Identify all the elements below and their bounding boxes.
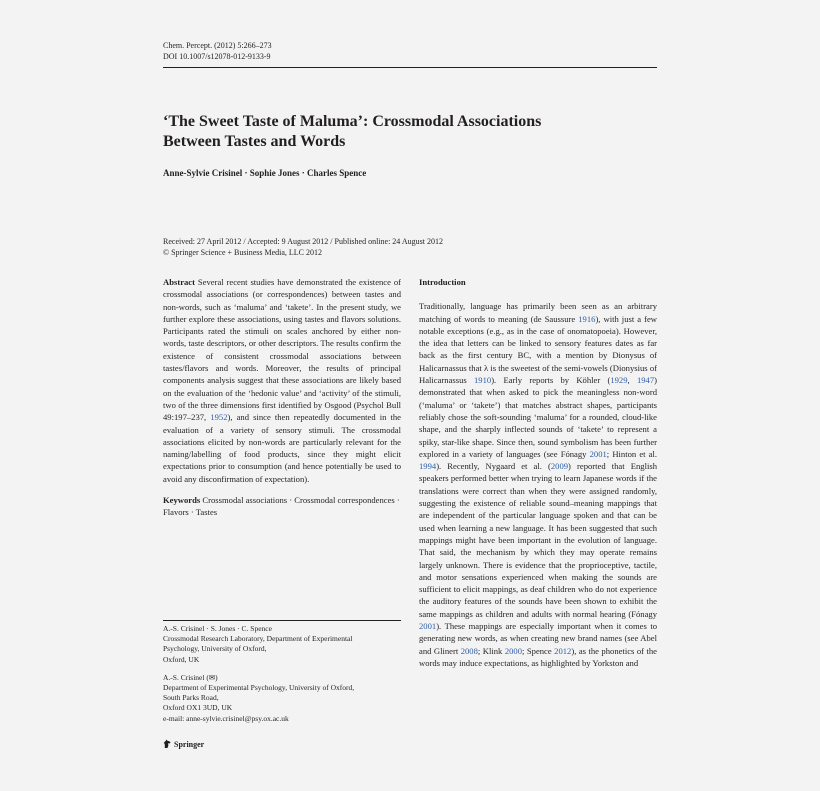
citation-link[interactable]: 1910 <box>474 375 492 386</box>
introduction-paragraph <box>419 300 657 669</box>
doi-line: DOI 10.1007/s12078-012-9133-9 <box>163 52 271 61</box>
intro-text: ). These mappings are especially important when it comes to generating new words, as when creating new brand names (see Abel and Glinert <box>419 621 657 656</box>
left-column <box>163 276 401 519</box>
footnote-affiliation-1: Crossmodal Research Laboratory, Department of Experimental <box>163 634 353 644</box>
intro-text: ; Klink <box>477 645 505 656</box>
intro-text: , <box>627 375 637 386</box>
footnote-affiliation-2: Psychology, University of Oxford, <box>163 644 267 654</box>
received-accepted-line: Received: 27 April 2012 / Accepted: 9 August 2012 / Published online: 24 August 2012 <box>163 237 443 246</box>
author-list: Anne-Sylvie Crisinel · Sophie Jones · Charles Spence <box>163 168 367 178</box>
intro-text: ) demonstrated that when asked to pick the meaningless non-word (‘maluma’ or ‘takete’) that matches abstract shapes, participants reliably chose the soft-sounding ‘maluma’ for a rounded, cloud-like shape, and the sharply inflected sounds of ‘takete’ to represent a spiky, star-like shape. Since then, sound symbolism has been further explored in a variety of languages (see Fónagy <box>419 375 657 459</box>
abstract-text-2: ), and since then repeatedly documented in the evaluation of a variety of sensory stimuli. The crossmodal associations elicited by non-words are particularly relevant for the naming/labelling of food products, since they might elicit expectations prior to consumption (and hence potentially be used to avoid any disconfirmation of expectation). <box>163 412 401 484</box>
title-line-2: Between Tastes and Words <box>163 133 346 150</box>
affiliation-footnote <box>163 624 401 724</box>
keywords <box>163 494 401 519</box>
journal-citation: Chem. Percept. (2012) 5:266–273 <box>163 41 272 50</box>
abstract <box>163 276 401 485</box>
citation-link[interactable]: 2008 <box>460 645 478 656</box>
citation-link[interactable]: 1929 <box>610 375 628 386</box>
abstract-text-1: Several recent studies have demonstrated the existence of crossmodal associations (or correspondences) between tastes and non-words, such as ‘maluma’ and ‘takete’. In the present study, we further explore these associations, using tastes and flavors solutions. Participants rated the stimuli on scales anchored by either non-words, taste descriptors, or other descriptors. The results confirm the existence of consistent crossmodal associations between tastes/flavors and words. Moreover, the results of principal components analysis suggest that these associations are likely based on the evaluation of the ‘hedonic value’ and ‘activity’ of the stimuli, two of the three dimensions first identified by Osgood (Psychol Bull 49:197–237, <box>163 277 401 423</box>
intro-text: ), as the phonetics of the words may induce expectations, as highlighted by Yorkston and <box>419 645 657 668</box>
footnote-rule <box>163 620 401 621</box>
citation-link[interactable]: 2012 <box>554 645 572 656</box>
intro-text: Traditionally, language has primarily been seen as an arbitrary matching of words to meaning (de Saussure <box>419 301 657 324</box>
citation-link[interactable]: 1952 <box>210 412 228 423</box>
footnote-address-3: Oxford OX1 3UD, UK <box>163 703 233 713</box>
intro-text: ), with just a few notable exceptions (e.g., as in the case of onomatopoeia). However, the idea that letters can be linked to sensory features dates as far back as the first century BC, with a mention by Dionysus of Halicarnassus that λ is the sweetest of the semi-vowels (Dionysius of Halicarnassus <box>419 313 658 386</box>
citation-link[interactable]: 1994 <box>419 461 437 472</box>
citation-link[interactable]: 2001 <box>589 448 607 459</box>
journal-header <box>163 40 272 62</box>
corresponding-author: A.-S. Crisinel (✉) <box>163 672 218 682</box>
publication-dates <box>163 236 443 258</box>
footnote-email[interactable]: e-mail: anne-sylvie.crisinel@psy.ox.ac.uk <box>163 713 289 723</box>
copyright-line: © Springer Science + Business Media, LLC 2012 <box>163 248 323 257</box>
intro-text: ). Recently, Nygaard et al. ( <box>436 461 551 472</box>
keywords-label: Keywords <box>163 495 201 506</box>
intro-text: ; Hinton et al. <box>606 448 657 459</box>
footnote-address-1: Department of Experimental Psychology, University of Oxford, <box>163 683 355 693</box>
citation-link[interactable]: 2001 <box>419 621 437 632</box>
keywords-text: Crossmodal associations · Crossmodal correspondences · Flavors · Tastes <box>163 495 400 518</box>
right-column <box>419 276 657 669</box>
publisher-name: Springer <box>174 739 205 749</box>
citation-link[interactable]: 1916 <box>578 313 596 324</box>
title-line-1: ‘The Sweet Taste of Maluma’: Crossmodal Associations <box>163 113 542 130</box>
article-title <box>163 112 657 152</box>
springer-horse-icon <box>163 739 172 749</box>
abstract-label: Abstract <box>163 277 195 287</box>
intro-text: ; Spence <box>522 645 555 656</box>
introduction-heading: Introduction <box>419 277 466 287</box>
citation-link[interactable]: 1947 <box>636 375 655 386</box>
header-rule <box>163 67 657 68</box>
intro-text: ) reported that English speakers performed better when trying to learn Japanese words if the translations were correct than when they were assigned randomly, suggesting the existence of reliable sound–meaning mappings that are independent of the particular language spoken and that can be used when learning a new language. It has been suggested that such mappings might have been important in the evolution of language. That said, the mechanism by which they may operate remains largely unknown. There is evidence that the proprioceptive, tactile, and motor sensations experienced when making the sounds are sufficient to elicit mappings, as deaf children who do not experience the auditory features of the sounds have been shown to exhibit the same mappings as children and adults with normal hearing (Fónagy <box>419 461 657 619</box>
citation-link[interactable]: 2000 <box>504 645 522 656</box>
footnote-affiliation-3: Oxford, UK <box>163 654 200 664</box>
footnote-gap <box>163 665 401 673</box>
intro-text: ). Early reports by Köhler ( <box>491 375 611 386</box>
footnote-authors: A.-S. Crisinel · S. Jones · C. Spence <box>163 624 272 633</box>
footnote-address-2: South Parks Road, <box>163 693 219 703</box>
publisher-logo <box>163 739 204 749</box>
citation-link[interactable]: 2009 <box>550 461 569 472</box>
